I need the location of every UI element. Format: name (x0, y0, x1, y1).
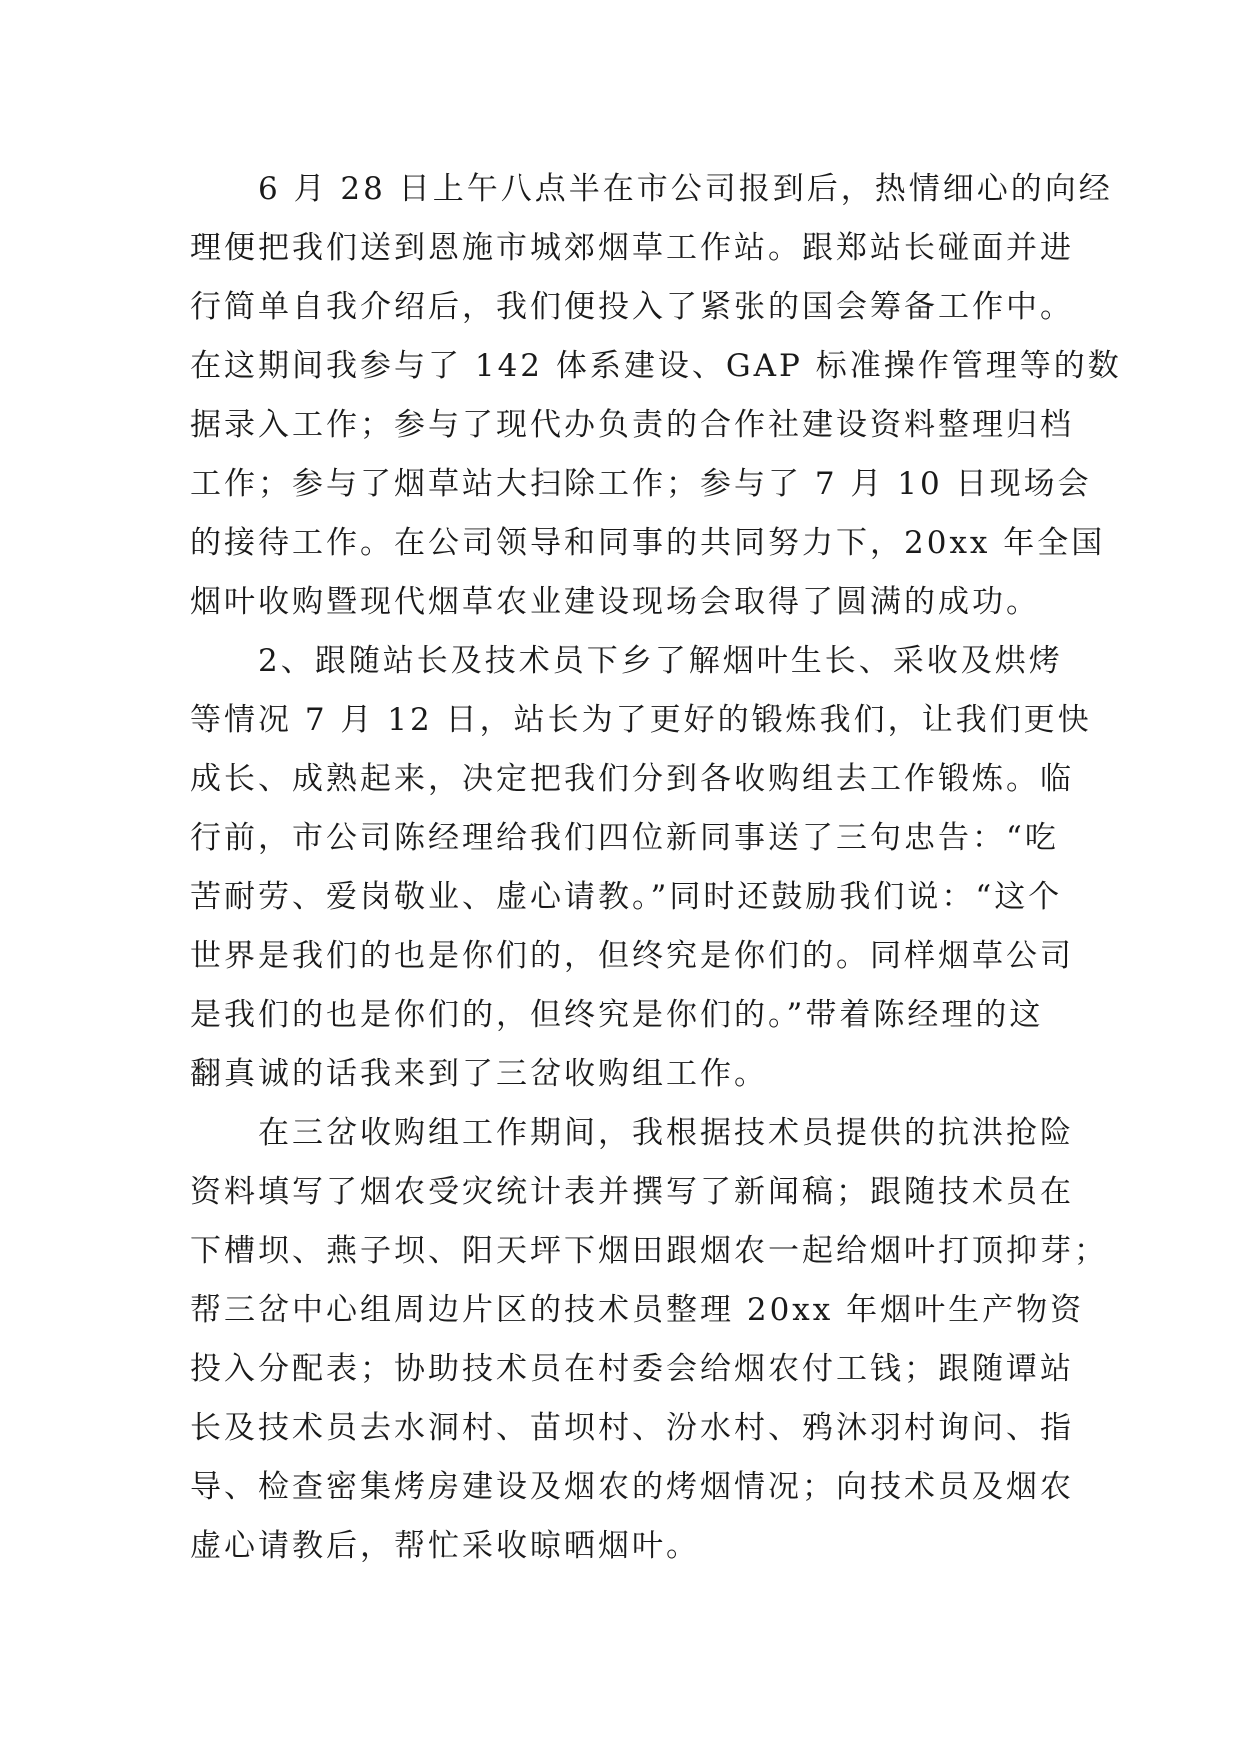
text-line: 行前，市公司陈经理给我们四位新同事送了三句忠告：“吃 (190, 820, 1059, 856)
paragraph-2 (190, 632, 1092, 1104)
text-line: 行简单自我介绍后，我们便投入了紧张的国会筹备工作中。 (190, 289, 1074, 325)
text-line: 长及技术员去水洞村、苗坝村、汾水村、鸦沐羽村询问、指 (190, 1410, 1074, 1446)
text-line: 在这期间我参与了 142 体系建设、GAP 标准操作管理等的数 (190, 348, 1122, 384)
paragraph-1 (190, 160, 1122, 632)
text-line: 资料填写了烟农受灾统计表并撰写了新闻稿；跟随技术员在 (190, 1174, 1074, 1210)
text-line: 等情况 7 月 12 日，站长为了更好的锻炼我们，让我们更快 (190, 702, 1092, 738)
text-line: 在三岔收购组工作期间，我根据技术员提供的抗洪抢险 (258, 1115, 1074, 1151)
text-line: 下槽坝、燕子坝、阳天坪下烟田跟烟农一起给烟叶打顶抑芽； (190, 1233, 1108, 1269)
text-line: 翻真诚的话我来到了三岔收购组工作。 (190, 1056, 768, 1092)
text-line: 世界是我们的也是你们的，但终究是你们的。同样烟草公司 (190, 938, 1074, 974)
text-line: 导、检查密集烤房建设及烟农的烤烟情况；向技术员及烟农 (190, 1469, 1074, 1505)
text-line: 据录入工作；参与了现代办负责的合作社建设资料整理归档 (190, 407, 1074, 443)
text-line: 成长、成熟起来，决定把我们分到各收购组去工作锻炼。临 (190, 761, 1074, 797)
text-line: 的接待工作。在公司领导和同事的共同努力下，20xx 年全国 (190, 525, 1106, 561)
text-line: 苦耐劳、爱岗敬业、虚心请教。”同时还鼓励我们说：“这个 (190, 879, 1063, 915)
text-line: 是我们的也是你们的，但终究是你们的。”带着陈经理的这 (190, 997, 1044, 1033)
text-line: 帮三岔中心组周边片区的技术员整理 20xx 年烟叶生产物资 (190, 1292, 1085, 1328)
text-line: 虚心请教后，帮忙采收晾晒烟叶。 (190, 1528, 700, 1564)
document-body (190, 160, 1122, 1576)
text-line: 6 月 28 日上午八点半在市公司报到后，热情细心的向经 (258, 171, 1113, 207)
text-line: 2、跟随站长及技术员下乡了解烟叶生长、采收及烘烤 (258, 643, 1063, 679)
text-line: 投入分配表；协助技术员在村委会给烟农付工钱；跟随谭站 (190, 1351, 1074, 1387)
text-line: 工作；参与了烟草站大扫除工作；参与了 7 月 10 日现场会 (190, 466, 1092, 502)
text-line: 烟叶收购暨现代烟草农业建设现场会取得了圆满的成功。 (190, 584, 1040, 620)
paragraph-3 (190, 1104, 1108, 1576)
text-line: 理便把我们送到恩施市城郊烟草工作站。跟郑站长碰面并进 (190, 230, 1074, 266)
